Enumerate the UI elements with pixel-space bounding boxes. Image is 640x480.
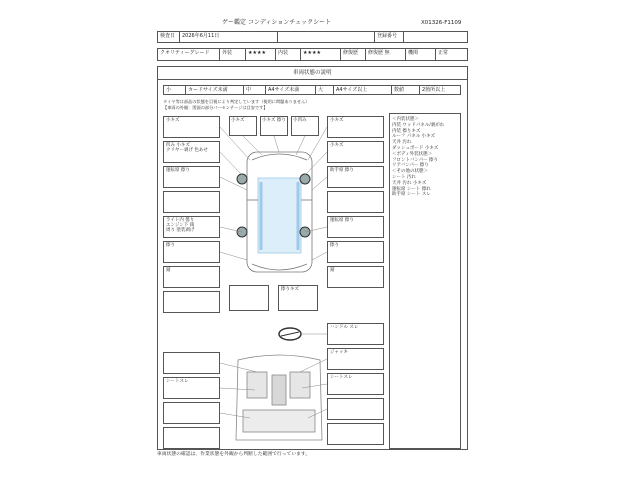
- legend-large-key: 大: [316, 86, 334, 94]
- lower-right-label-1: ハンドル スレ: [330, 325, 359, 330]
- repair-history-text: 修復歴: [368, 50, 384, 56]
- legend-large-desc: A4サイズ以上: [334, 86, 392, 94]
- left-label-1: 小キズ: [166, 118, 180, 123]
- repair-history-label: 修復歴: [341, 49, 366, 60]
- note-item: 内装 ウッドパネル/剥がれ: [392, 122, 445, 128]
- legend-small-desc: カードサイズ未満: [186, 86, 244, 94]
- right-label-7: 錆: [330, 268, 335, 273]
- legend-count-desc: 2箇所以上: [422, 87, 446, 93]
- steering-wheel-icon: [279, 328, 301, 340]
- right-label-5: 運転席 擦り: [330, 218, 354, 223]
- left-label-3: 運転席 擦り: [166, 168, 190, 173]
- footer-note: 車両状態の確認は、作業状態を外観から判断した範囲で行っています。: [157, 452, 311, 457]
- repair-history-none: 無: [384, 50, 390, 56]
- left-label-5: ライト内 曇り エンジン下 錆 周り 塗装剥げ: [166, 218, 195, 233]
- bottom-mid-label-2: 擦りキズ: [281, 287, 299, 292]
- interior-label: 内装: [276, 49, 301, 60]
- note-item: 助手席 シート スレ: [392, 192, 431, 198]
- note-item: ＜その他の状態＞: [392, 169, 428, 175]
- note-item: フロントバンパー 擦り: [392, 157, 439, 163]
- lower-right-label-2: ジャッキ: [330, 350, 348, 355]
- right-label-6: 擦り: [330, 243, 339, 248]
- left-label-2: 凹み 小キズ クリヤー剥げ 色あせ: [166, 143, 208, 153]
- engine-status: 正常: [438, 50, 449, 56]
- right-label-2: 小キズ: [330, 143, 344, 148]
- note-item: リアバンパー 擦り: [392, 163, 429, 169]
- interior-stars: ★★★★: [301, 49, 341, 60]
- right-label-3: 助手席 擦り: [330, 168, 354, 173]
- car-top-view: [247, 152, 312, 272]
- exterior-label: 外装: [220, 49, 246, 60]
- document-id: X01326-F1109: [421, 20, 462, 26]
- note-item: シート 汚れ: [392, 174, 416, 180]
- note-item: ダッシュボード 小キズ: [392, 145, 439, 151]
- legend-small-key: 小: [164, 86, 186, 94]
- exterior-stars: ★★★★: [246, 49, 276, 60]
- lower-left-label-2: シートスレ: [166, 379, 189, 384]
- inspection-date-label: 検査日: [158, 32, 180, 42]
- top-label-1: 小キズ: [231, 118, 245, 123]
- note-item: 運転席 シート 擦れ: [392, 186, 431, 192]
- note-item: ＜ボディ外装状態＞: [392, 151, 433, 157]
- lower-right-label-3: シートスレ: [330, 375, 353, 380]
- note-item: ＜内装状態＞: [392, 117, 419, 122]
- legend-medium-desc: A4サイズ未満: [266, 86, 316, 94]
- note-item: 天井 汚れ: [392, 140, 412, 146]
- engine-label: 機関: [406, 49, 436, 60]
- note-item: 天井 汚れ 小キズ: [392, 180, 427, 186]
- note-line-1: タイヤ等は部品の状態を目視により判定しています（使用に問題ありません）: [163, 99, 310, 104]
- top-label-2: 小キズ 擦り: [262, 118, 286, 123]
- section-title: 車両状態の説明: [293, 70, 332, 76]
- right-label-1: 小キズ: [330, 118, 344, 123]
- left-label-6: 擦り: [166, 243, 175, 248]
- note-item: ルーフ パネル 小キズ: [392, 134, 436, 140]
- registration-label: 登録番号: [374, 32, 404, 42]
- legend-medium-key: 中: [244, 86, 266, 94]
- left-label-7: 錆: [166, 268, 171, 273]
- sheet-title: ゲー鑑定 コンディションチェックシート: [222, 19, 332, 26]
- note-item: 内装 擦りキズ: [392, 128, 421, 134]
- inspection-date-value: 2026年6月11日: [180, 32, 278, 42]
- legend-count-key: 数値: [392, 86, 420, 94]
- quality-grade-label: クオリティーグレード: [158, 49, 220, 60]
- top-label-3: 小凹み: [293, 118, 307, 123]
- note-line-2: 【車両の外観：図面の部分パーセンテージは目安です】: [163, 105, 268, 110]
